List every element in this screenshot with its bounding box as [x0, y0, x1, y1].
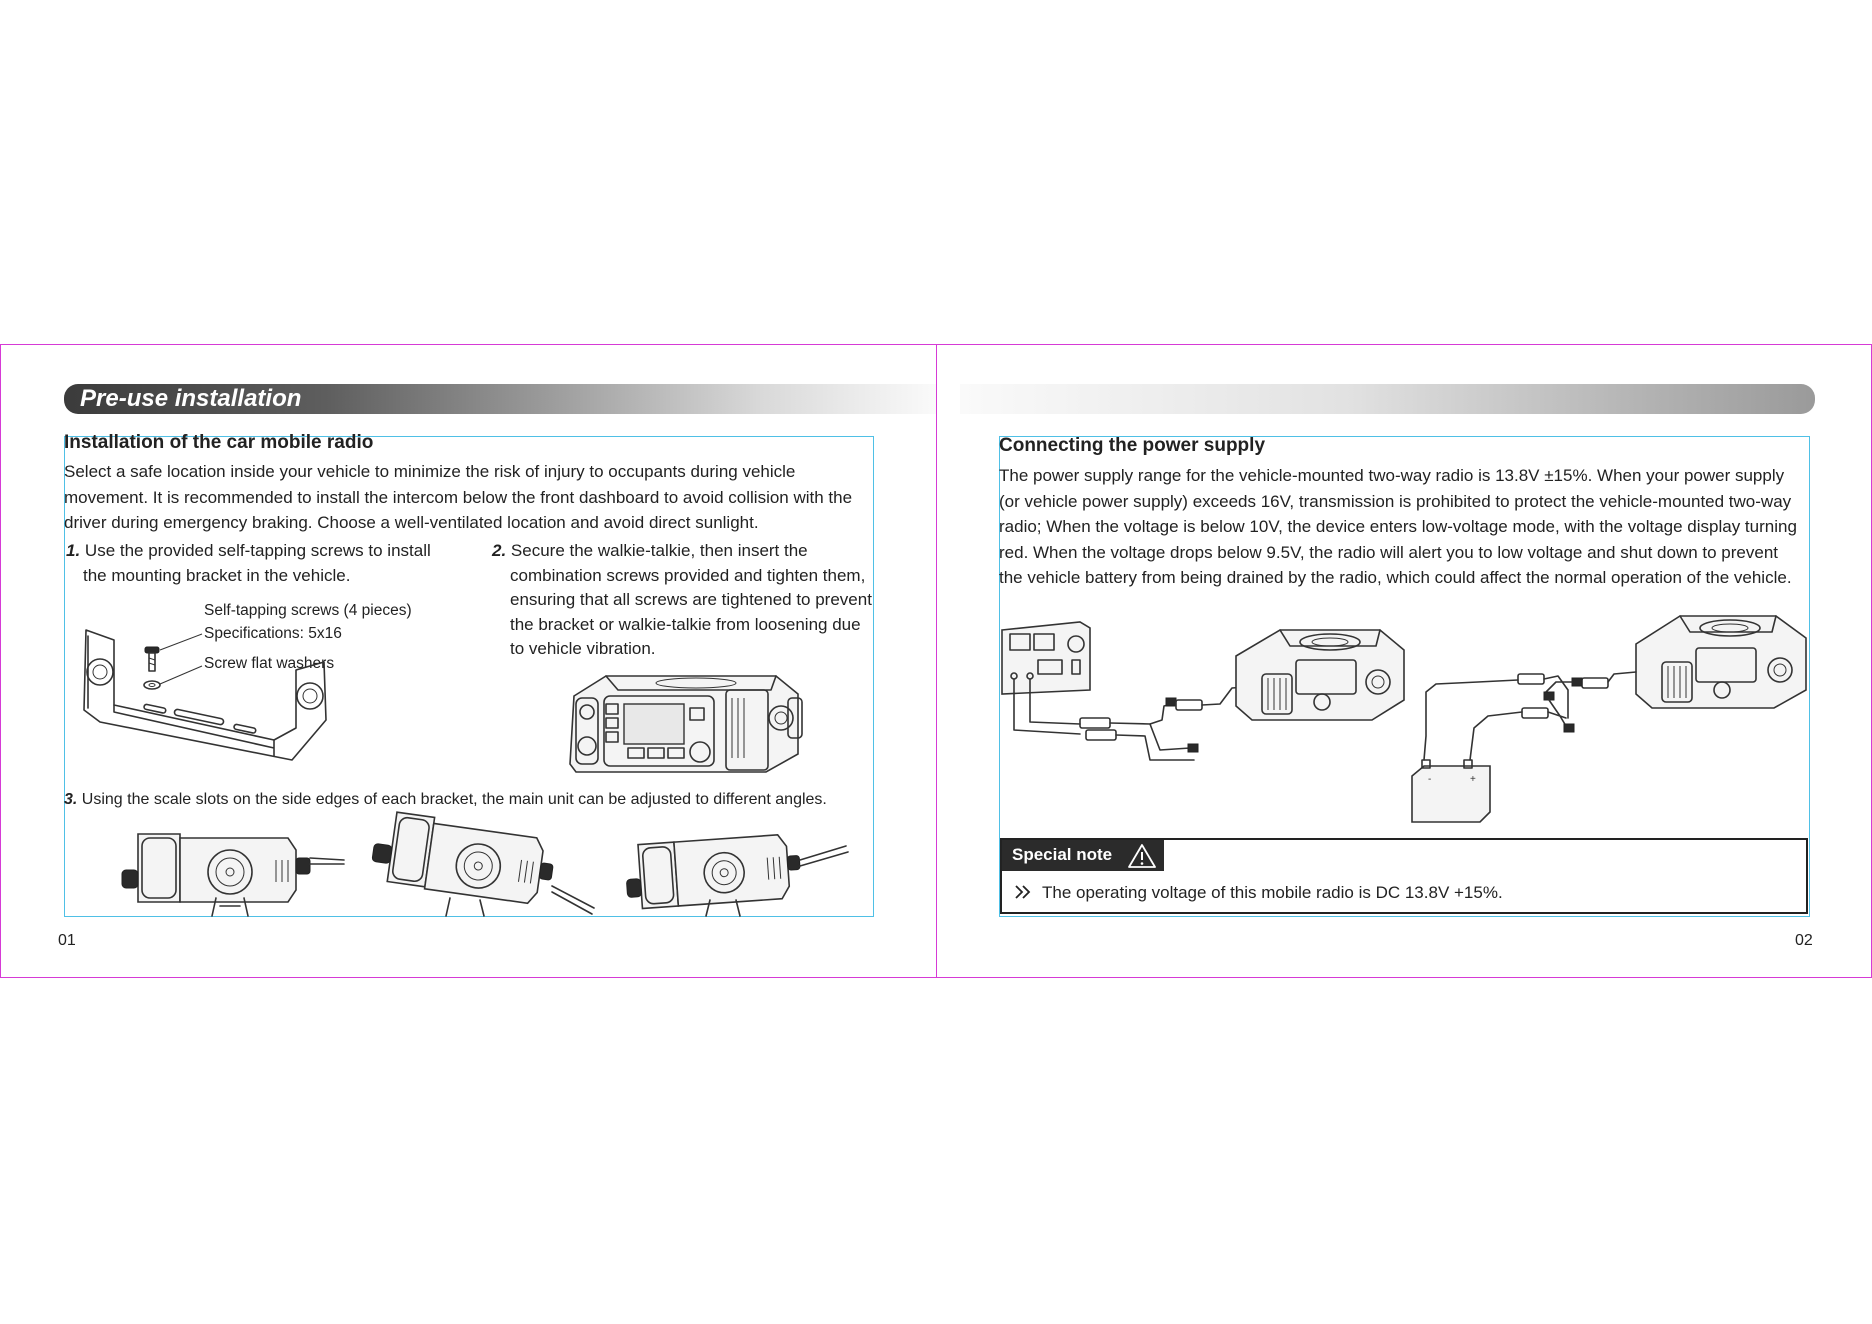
- section-title-power: Connecting the power supply: [999, 435, 1266, 456]
- svg-text:+: +: [1470, 774, 1476, 785]
- warning-triangle-icon: [1127, 843, 1157, 869]
- banner-title: Pre-use installation: [80, 385, 302, 412]
- intro-line: driver during emergency braking. Choose a well-ventilated location and avoid direct sunlight.: [64, 513, 759, 532]
- power-line: (or vehicle power supply) exceeds 16V, transmission is prohibited to protect the vehicle-mounted two-way: [999, 491, 1792, 511]
- step-number: 1.: [66, 541, 81, 560]
- step-1: [66, 539, 486, 588]
- special-note-title: Special note: [1012, 845, 1113, 864]
- page-number: 02: [1795, 932, 1813, 949]
- intro-paragraph: [64, 459, 874, 536]
- section-banner-right: [960, 384, 1815, 414]
- angle-position-2-illustration: [368, 818, 598, 916]
- intro-line: Select a safe location inside your vehicle to minimize the risk of injury to occupants during vehicle: [64, 462, 796, 481]
- step-text: the bracket or walkie-talkie from loosening due: [510, 614, 861, 634]
- step-text: the mounting bracket in the vehicle.: [83, 565, 351, 585]
- radio-on-bracket-illustration: [566, 668, 811, 778]
- special-note-box: [1000, 838, 1808, 914]
- page-number: 01: [58, 932, 76, 949]
- special-note-text: The operating voltage of this mobile radio is DC 13.8V +15%.: [1042, 883, 1503, 902]
- mounting-bracket-illustration: [74, 610, 334, 775]
- power-supply-wiring-illustration: [1000, 620, 1410, 768]
- step-text: Secure the walkie-talkie, then insert the: [510, 541, 808, 560]
- step-text: Use the provided self-tapping screws to install: [84, 541, 431, 560]
- callout-screws: Self-tapping screws (4 pieces): [204, 602, 412, 619]
- svg-text:-: -: [1428, 774, 1432, 785]
- power-line: the vehicle battery from being drained by the radio, which could affect the normal operation of the vehicle.: [999, 568, 1792, 587]
- double-chevron-right-icon: [1014, 884, 1034, 900]
- power-line: red. When the voltage drops below 9.5V, the radio will alert you to low voltage and shut down to prevent: [999, 542, 1779, 562]
- intro-line: movement. It is recommended to install the intercom below the front dashboard to avoid collision with the: [64, 487, 853, 507]
- step-number: 3.: [64, 791, 78, 808]
- step-text: to vehicle vibration.: [510, 639, 656, 658]
- angle-position-3-illustration: [624, 820, 854, 916]
- section-banner: [64, 384, 936, 414]
- step-text: Using the scale slots on the side edges of each bracket, the main unit can be adjusted to different angles.: [81, 791, 827, 808]
- step-number: 2.: [492, 541, 507, 560]
- callout-spec: Specifications: 5x16: [204, 625, 342, 642]
- special-note-header: [1002, 840, 1164, 871]
- callout-washers: Screw flat washers: [204, 655, 335, 672]
- step-text: ensuring that all screws are tightened to prevent: [510, 590, 872, 609]
- step-3: [64, 791, 827, 809]
- section-title-installation: Installation of the car mobile radio: [64, 432, 374, 453]
- step-text: combination screws provided and tighten them,: [510, 565, 866, 585]
- power-paragraph: [999, 463, 1814, 591]
- power-line: The power supply range for the vehicle-mounted two-way radio is 13.8V ±15%. When your power supply: [999, 466, 1785, 485]
- battery-wiring-illustration: [1418, 608, 1810, 828]
- power-line: radio; When the voltage is below 10V, the device enters low-voltage mode, with the voltage display turning: [999, 517, 1797, 536]
- step-2: [492, 539, 882, 662]
- angle-position-1-illustration: [120, 820, 350, 916]
